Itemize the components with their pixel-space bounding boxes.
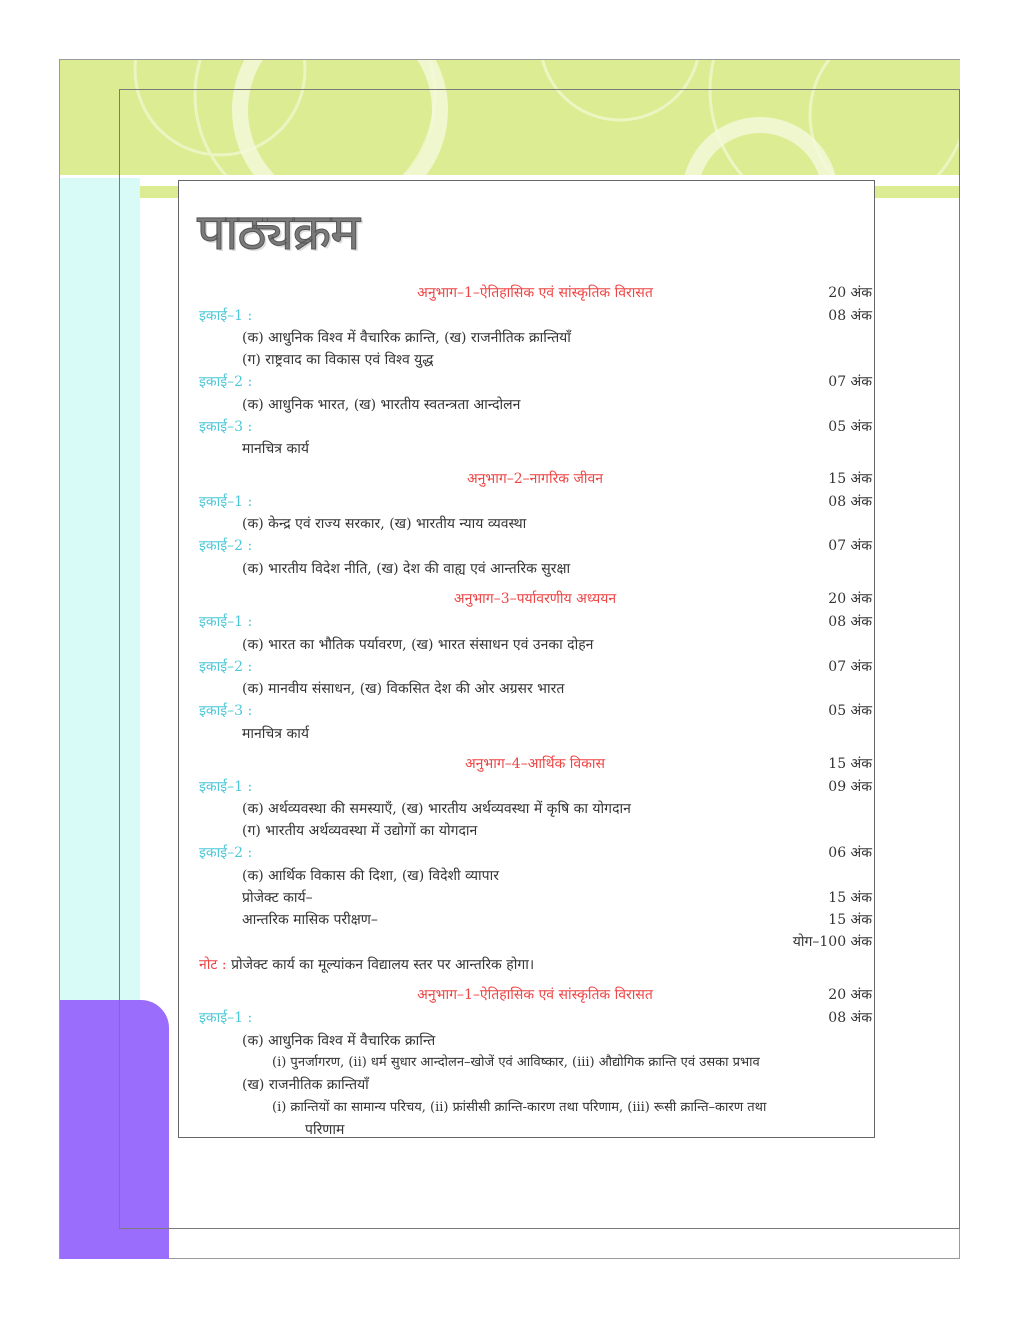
page-title: पाठ्यक्रम — [197, 203, 360, 261]
unit-topic: (क) भारत का भौतिक पर्यावरण, (ख) भारत संसाधन एवं उनका दोहन — [242, 637, 594, 653]
sub-topic-continuation: परिणाम — [305, 1122, 345, 1138]
unit-topic: (क) आधुनिक भारत, (ख) भारतीय स्वतन्त्रता आन्दोलन — [242, 397, 521, 413]
unit-topic: (क) अर्थव्यवस्था की समस्याएँ, (ख) भारतीय अर्थव्यवस्था में कृषि का योगदान — [242, 801, 631, 817]
unit-label: इकाई–3 : — [199, 419, 253, 435]
unit-topic: (क) मानवीय संसाधन, (ख) विकसित देश की ओर अग्रसर भारत — [242, 681, 565, 697]
unit-label: इकाई–2 : — [199, 374, 253, 390]
sub-topic: (i) क्रान्तियों का सामान्य परिचय, (ii) फ्रांसीसी क्रान्ति-कारण तथा परिणाम, (iii) रूसी क्रान्ति–कारण तथा — [272, 1100, 767, 1115]
internal-test-label: आन्तरिक मासिक परीक्षण– — [242, 912, 378, 928]
unit-label: इकाई–1 : — [199, 308, 253, 324]
section-marks: 15 अंक — [828, 756, 872, 772]
unit-topic: (क) आर्थिक विकास की दिशा, (ख) विदेशी व्यापार — [242, 868, 499, 884]
section-heading: अनुभाग–1–ऐतिहासिक एवं सांस्कृतिक विरासत — [417, 285, 653, 301]
unit-marks: 05 अंक — [828, 419, 872, 435]
unit-marks: 07 अंक — [828, 659, 872, 675]
total-marks: योग–100 अंक — [792, 934, 872, 950]
unit-marks: 08 अंक — [828, 1010, 872, 1026]
section-heading: अनुभाग–3–पर्यावरणीय अध्ययन — [453, 591, 617, 607]
note-text: प्रोजेक्ट कार्य का मूल्यांकन विद्यालय स्तर पर आन्तरिक होगा। — [231, 957, 535, 973]
unit-label: इकाई–2 : — [199, 659, 253, 675]
note-label: नोट : — [199, 957, 227, 973]
unit-topic: (ख) राजनीतिक क्रान्तियाँ — [242, 1077, 369, 1093]
unit-label: इकाई–1 : — [199, 1010, 253, 1026]
unit-marks: 05 अंक — [828, 703, 872, 719]
internal-test-marks: 15 अंक — [828, 912, 872, 928]
unit-label: इकाई–1 : — [199, 614, 253, 630]
unit-topic: (क) आधुनिक विश्व में वैचारिक क्रान्ति — [242, 1033, 436, 1049]
unit-topic: मानचित्र कार्य — [242, 441, 309, 457]
unit-topic: (क) आधुनिक विश्व में वैचारिक क्रान्ति, (ख) राजनीतिक क्रान्तियाँ — [242, 330, 571, 346]
unit-label: इकाई–1 : — [199, 494, 253, 510]
project-work-marks: 15 अंक — [828, 890, 872, 906]
section-heading: अनुभाग–2–नागरिक जीवन — [466, 471, 604, 487]
unit-marks: 08 अंक — [828, 308, 872, 324]
unit-marks: 07 अंक — [828, 538, 872, 554]
unit-topic: मानचित्र कार्य — [242, 726, 309, 742]
unit-marks: 08 अंक — [828, 614, 872, 630]
sub-topic: (i) पुनर्जागरण, (ii) धर्म सुधार आन्दोलन–खोजें एवं आविष्कार, (iii) औद्योगिक क्रान्ति एवं उसका प्रभाव — [272, 1055, 760, 1070]
unit-label: इकाई–2 : — [199, 845, 253, 861]
unit-marks: 09 अंक — [828, 779, 872, 795]
unit-label: इकाई–3 : — [199, 703, 253, 719]
unit-topic: (ग) राष्ट्रवाद का विकास एवं विश्व युद्ध — [242, 352, 434, 368]
unit-topic: (क) भारतीय विदेश नीति, (ख) देश की वाह्य एवं आन्तरिक सुरक्षा — [242, 561, 571, 577]
unit-marks: 08 अंक — [828, 494, 872, 510]
unit-marks: 07 अंक — [828, 374, 872, 390]
unit-topic: (क) केन्द्र एवं राज्य सरकार, (ख) भारतीय न्याय व्यवस्था — [242, 516, 527, 532]
project-work-label: प्रोजेक्ट कार्य– — [242, 890, 313, 906]
section-marks: 20 अंक — [828, 591, 872, 607]
section-marks: 20 अंक — [828, 987, 872, 1003]
section-marks: 15 अंक — [828, 471, 872, 487]
unit-label: इकाई–2 : — [199, 538, 253, 554]
section-marks: 20 अंक — [828, 285, 872, 301]
note — [199, 954, 534, 976]
unit-topic: (ग) भारतीय अर्थव्यवस्था में उद्योगों का योगदान — [242, 823, 478, 839]
unit-marks: 06 अंक — [828, 845, 872, 861]
section-heading: अनुभाग–1–ऐतिहासिक एवं सांस्कृतिक विरासत — [417, 987, 653, 1003]
section-heading: अनुभाग–4–आर्थिक विकास — [464, 756, 606, 772]
unit-label: इकाई–1 : — [199, 779, 253, 795]
